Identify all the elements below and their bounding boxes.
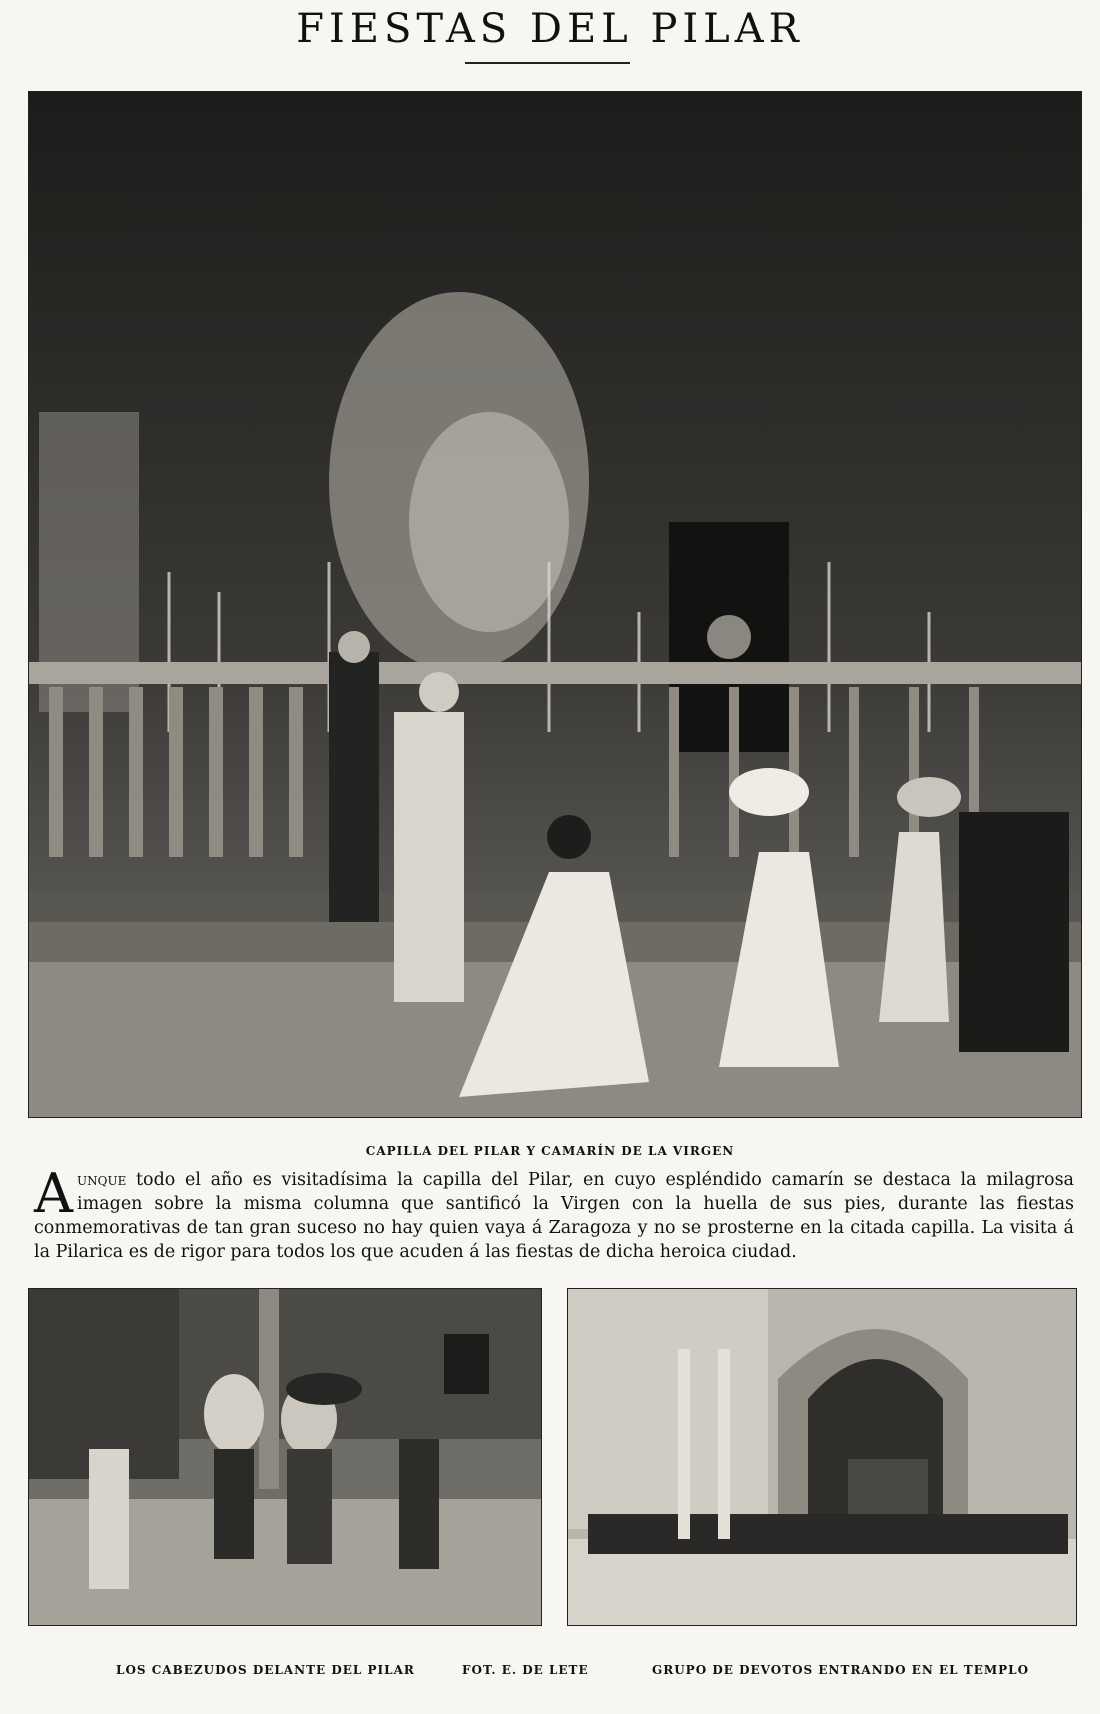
cabezudos-illustration — [29, 1289, 541, 1625]
main-photo-caption: CAPILLA DEL PILAR Y CAMARÍN DE LA VIRGEN — [365, 1144, 735, 1158]
page-title: FIESTAS DEL PILAR — [296, 6, 804, 52]
article-paragraph — [34, 1162, 1074, 1264]
photo-credit: FOT. E. DE LETE — [462, 1663, 589, 1677]
temple-entrance-photo — [567, 1288, 1077, 1626]
chapel-illustration — [29, 92, 1081, 1117]
temple-entrance-illustration — [568, 1289, 1076, 1625]
temple-entrance-caption: GRUPO DE DEVOTOS ENTRANDO EN EL TEMPLO — [652, 1663, 1030, 1677]
article-text: todo el año es visitadísima la capilla del Pilar, en cuyo espléndido camarín se destaca la milagrosa imagen sobre la misma columna que santificó la Virgen con la huella de sus pies, durante las fiestas conmemorativas de tan gran suceso no hay quien vaya á Zaragoza y no se prosterne en la citada capilla. La visita á la Pilarica es de rigor para todos los que acuden á las fiestas de dicha heroica ciudad. — [34, 1170, 1074, 1262]
article-first-word: unque — [77, 1170, 127, 1190]
chapel-photo — [28, 91, 1082, 1118]
cabezudos-photo — [28, 1288, 542, 1626]
drop-cap: A — [34, 1162, 73, 1225]
cabezudos-caption: LOS CABEZUDOS DELANTE DEL PILAR — [116, 1663, 415, 1677]
title-underline — [465, 62, 630, 64]
